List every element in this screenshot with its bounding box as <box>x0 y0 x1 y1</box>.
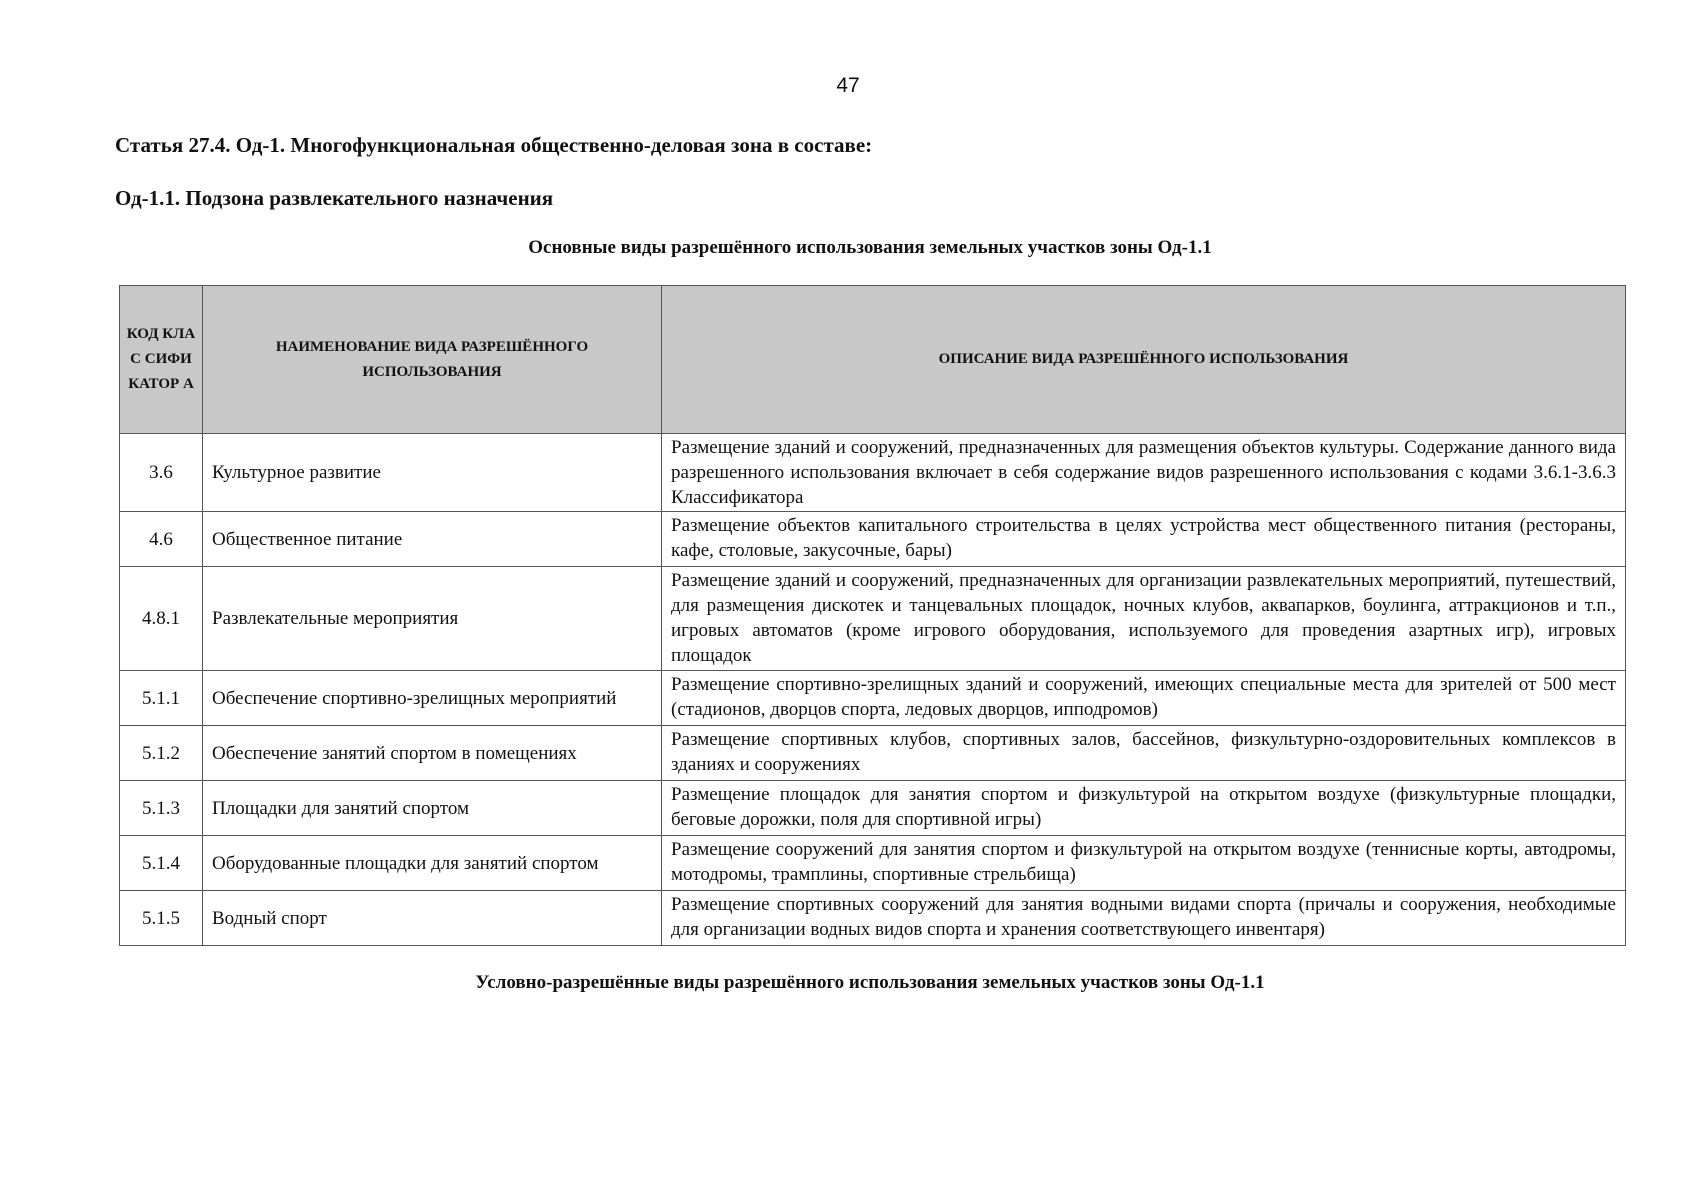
use-code-cell: 5.1.3 <box>120 781 203 836</box>
use-code-cell: 5.1.4 <box>120 836 203 891</box>
use-code-cell: 5.1.2 <box>120 726 203 781</box>
table-row <box>120 512 1626 567</box>
code-column-header: КОД КЛАС СИФИ КАТОР А <box>120 286 203 434</box>
use-name-cell: Обеспечение спортивно-зрелищных мероприятий <box>203 671 662 726</box>
use-description-cell: Размещение зданий и сооружений, предназначенных для организации развлекательных мероприятий, путешествий, для размещения дискотек и танцевальных площадок, ночных клубов, аквапарков, боулинга, аттракционов и т.п., игровых автоматов (кроме игрового оборудования, используемого для проведения азартных игр), игровых площадок <box>662 567 1626 671</box>
name-column-header: НАИМЕНОВАНИЕ ВИДА РАЗРЕШЁННОГО ИСПОЛЬЗОВАНИЯ <box>203 286 662 434</box>
use-code-cell: 5.1.1 <box>120 671 203 726</box>
permitted-uses-table <box>119 285 1626 946</box>
table-row <box>120 671 1626 726</box>
use-description-cell: Размещение спортивных сооружений для занятия водными видами спорта (причалы и сооружения, необходимые для организации водных видов спорта и хранения соответствующего инвентаря) <box>662 891 1626 946</box>
use-description-cell: Размещение спортивных клубов, спортивных залов, бассейнов, физкультурно-оздоровительных комплексов в зданиях и сооружениях <box>662 726 1626 781</box>
table-header-row <box>120 286 1626 434</box>
use-description-cell: Размещение объектов капитального строительства в целях устройства мест общественного питания (рестораны, кафе, столовые, закусочные, бары) <box>662 512 1626 567</box>
use-name-cell: Оборудованные площадки для занятий спортом <box>203 836 662 891</box>
article-title: Статья 27.4. Од-1. Многофункциональная общественно-деловая зона в составе: <box>115 133 873 157</box>
use-name-cell: Обеспечение занятий спортом в помещениях <box>203 726 662 781</box>
subzone-title: Од-1.1. Подзона развлекательного назначения <box>115 186 554 210</box>
table-row <box>120 726 1626 781</box>
use-description-cell: Размещение сооружений для занятия спортом и физкультурой на открытом воздухе (теннисные корты, автодромы, мотодромы, трамплины, спортивные стрельбища) <box>662 836 1626 891</box>
conditional-table-caption: Условно-разрешённые виды разрешённого использования земельных участков зоны Од-1.1 <box>475 972 1265 993</box>
use-description-cell: Размещение зданий и сооружений, предназначенных для размещения объектов культуры. Содержание данного вида разрешенного использования включает в себя содержание видов разрешенного использования с кодами 3.6.1-3.6.3 Классификатора <box>662 434 1626 512</box>
use-name-cell: Культурное развитие <box>203 434 662 512</box>
table-row <box>120 781 1626 836</box>
use-code-cell: 4.6 <box>120 512 203 567</box>
use-code-cell: 5.1.5 <box>120 891 203 946</box>
use-code-cell: 3.6 <box>120 434 203 512</box>
use-description-cell: Размещение спортивно-зрелищных зданий и сооружений, имеющих специальные места для зрителей от 500 мест (стадионов, дворцов спорта, ледовых дворцов, ипподромов) <box>662 671 1626 726</box>
use-name-cell: Общественное питание <box>203 512 662 567</box>
table-row <box>120 836 1626 891</box>
description-column-header: ОПИСАНИЕ ВИДА РАЗРЕШЁННОГО ИСПОЛЬЗОВАНИЯ <box>662 286 1626 434</box>
table-row <box>120 434 1626 512</box>
table-row <box>120 891 1626 946</box>
main-table-caption: Основные виды разрешённого использования земельных участков зоны Од-1.1 <box>528 237 1212 258</box>
table-row <box>120 567 1626 671</box>
use-name-cell: Площадки для занятий спортом <box>203 781 662 836</box>
page-number: 47 <box>836 74 860 97</box>
use-description-cell: Размещение площадок для занятия спортом и физкультурой на открытом воздухе (физкультурные площадки, беговые дорожки, поля для спортивной игры) <box>662 781 1626 836</box>
use-name-cell: Водный спорт <box>203 891 662 946</box>
use-name-cell: Развлекательные мероприятия <box>203 567 662 671</box>
use-code-cell: 4.8.1 <box>120 567 203 671</box>
